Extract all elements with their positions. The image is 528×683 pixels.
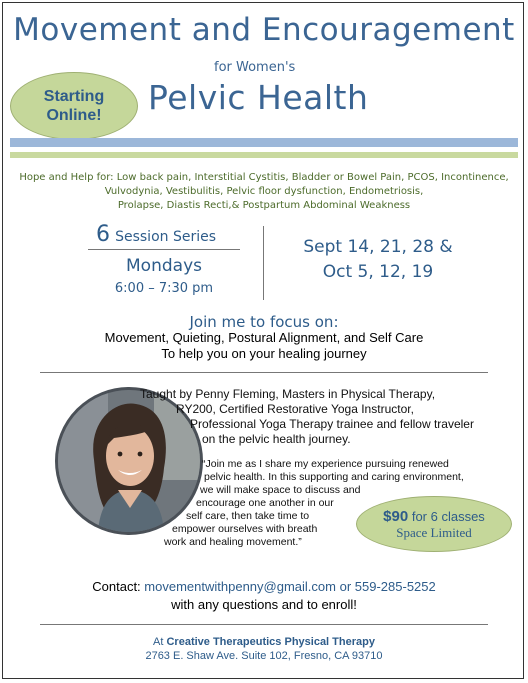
instructor-bio xyxy=(140,387,474,447)
focus-line-2: To help you on your healing journey xyxy=(161,346,367,361)
quote-line-6: empower ourselves with breath xyxy=(172,523,318,535)
divider-green-bar xyxy=(10,152,518,158)
focus-text xyxy=(0,330,528,362)
clinic-name: Creative Therapeutics Physical Therapy xyxy=(166,636,375,648)
section-divider xyxy=(40,372,488,373)
session-series xyxy=(96,222,216,247)
session-label: Session Series xyxy=(115,229,217,245)
clinic-prefix: At xyxy=(153,636,164,648)
conditions-line-1: Hope and Help for: Low back pain, Interstitial Cystitis, Bladder or Bowel Pain, PCOS, Incontinence, xyxy=(19,172,509,183)
schedule-time: 6:00 – 7:30 pm xyxy=(114,281,214,296)
conditions-line-3: Prolapse, Diastis Recti,& Postpartum Abdominal Weakness xyxy=(117,200,411,211)
contact-email-link[interactable]: movementwithpenny@gmail.com xyxy=(144,579,336,594)
schedule-vertical-divider xyxy=(263,226,264,300)
dates-line-1: Sept 14, 21, 28 & xyxy=(303,237,453,257)
contact-section xyxy=(0,578,528,614)
quote-line-5: self care, then take time to xyxy=(186,510,310,522)
badge-line-2: Online! xyxy=(46,107,102,124)
quote-line-1: “Join me as I share my experience pursuing renewed xyxy=(202,458,449,470)
flyer-headline: Pelvic Health xyxy=(148,78,369,117)
divider-blue-bar xyxy=(10,138,518,147)
price-amount: $90 xyxy=(383,507,409,525)
focus-heading: Join me to focus on: xyxy=(189,313,339,331)
session-count: 6 xyxy=(96,222,110,247)
price-badge xyxy=(356,496,512,552)
contact-line-1 xyxy=(0,578,528,596)
schedule-day: Mondays xyxy=(126,256,202,276)
conditions-line-2: Vulvodynia, Vestibulitis, Pelvic floor dysfunction, Endometriosis, xyxy=(104,186,424,197)
bio-line-2: RY200, Certified Restorative Yoga Instructor, xyxy=(176,402,414,416)
bio-line-3: Professional Yoga Therapy trainee and fellow traveler xyxy=(190,417,474,431)
price-label: for 6 classes xyxy=(411,508,485,524)
dates-line-2: Oct 5, 12, 19 xyxy=(322,262,434,282)
quote-line-2: pelvic health. In this supporting and caring environment, xyxy=(204,471,464,483)
schedule-divider xyxy=(88,249,240,250)
schedule-dates xyxy=(288,235,468,285)
contact-phone[interactable]: 559-285-5252 xyxy=(354,579,436,594)
quote-line-4: encourage one another in our xyxy=(196,497,334,509)
price-note: Space Limited xyxy=(396,524,472,540)
bio-line-4: on the pelvic health journey. xyxy=(202,432,351,446)
starting-online-badge xyxy=(10,72,138,140)
badge-line-1: Starting xyxy=(43,88,105,105)
clinic-line-1 xyxy=(0,635,528,649)
price-line xyxy=(383,508,485,525)
footer-divider xyxy=(40,624,488,625)
contact-line-2: with any questions and to enroll! xyxy=(171,597,357,612)
clinic-info xyxy=(0,635,528,663)
flyer-title: Movement and Encouragement xyxy=(13,12,515,48)
bio-line-1: Taught by Penny Fleming, Masters in Physical Therapy, xyxy=(140,387,436,401)
conditions-list xyxy=(0,171,528,213)
quote-line-3: we will make space to discuss and xyxy=(200,484,361,496)
focus-line-1: Movement, Quieting, Postural Alignment, and Self Care xyxy=(104,330,424,345)
flyer-subtitle: for Women's xyxy=(214,60,296,75)
clinic-address: 2763 E. Shaw Ave. Suite 102, Fresno, CA 93710 xyxy=(145,650,383,662)
contact-prefix: Contact: xyxy=(92,579,141,594)
contact-or: or xyxy=(339,579,352,594)
quote-line-7: work and healing movement.” xyxy=(164,536,302,548)
